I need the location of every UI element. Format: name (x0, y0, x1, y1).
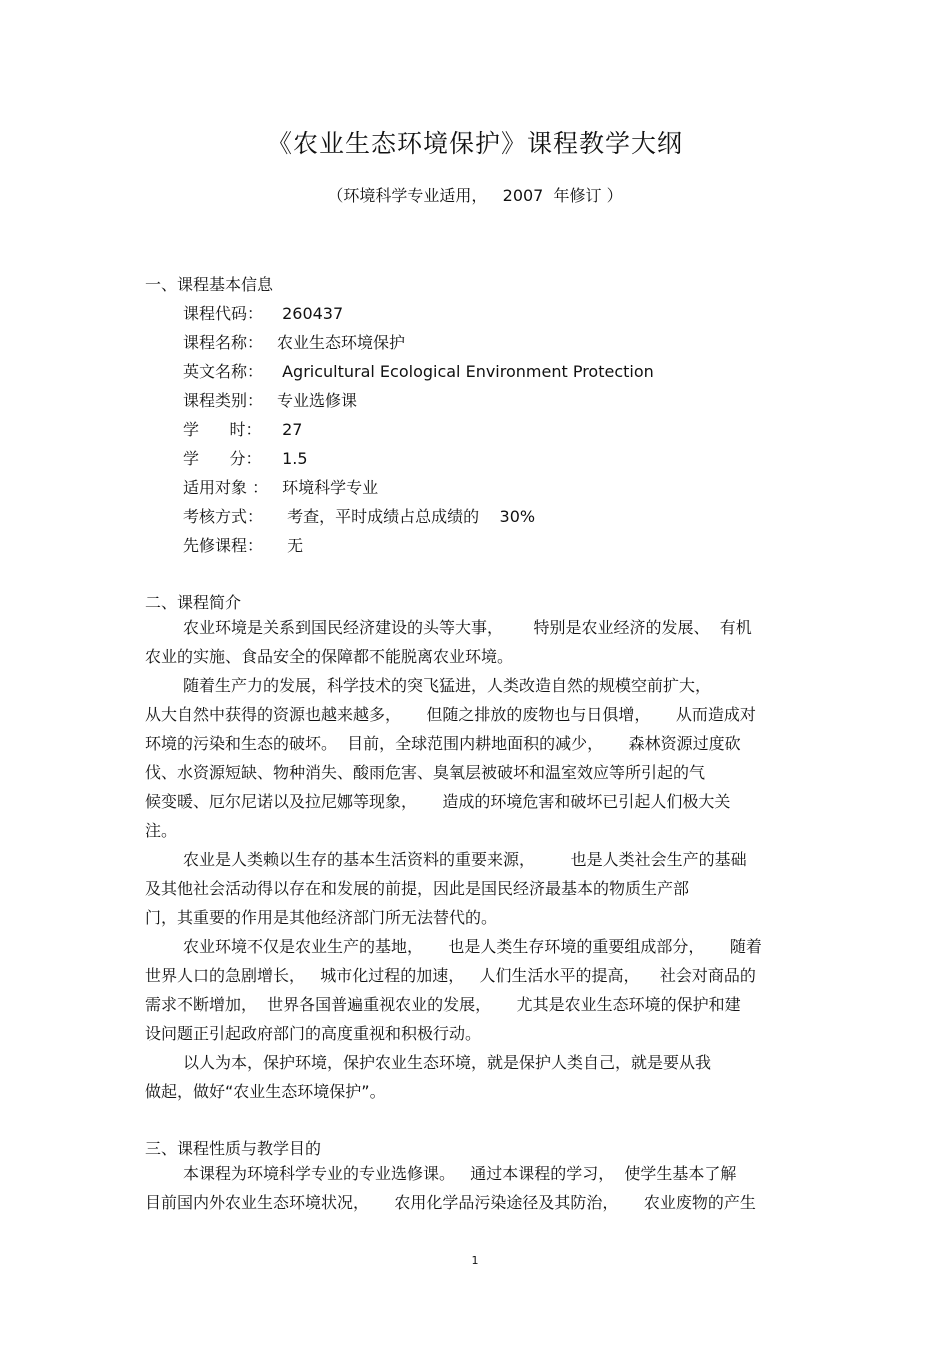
info-key: 学 时： (183, 420, 262, 439)
page-number: 1 (471, 1254, 479, 1267)
info-value: Agricultural Ecological Environment Protection (277, 362, 654, 381)
paragraph-line: 农业的实施、食品安全的保障都不能脱离农业环境。 (145, 647, 514, 666)
info-value: 考查，平时成绩占总成绩的 30% (277, 507, 536, 526)
paragraph-line: 候变暖、厄尔尼诺以及拉尼娜等现象， 造成的环境危害和破坏已引起人们极大关 (145, 792, 731, 811)
paragraph-line: 环境的污染和生态的破坏。 目前，全球范围内耕地面积的减少， 森林资源过度砍 (145, 734, 741, 753)
paragraph-line: 以人为本，保护环境，保护农业生态环境，就是保护人类自己，就是要从我 (183, 1053, 712, 1072)
section3-heading: 三、课程性质与教学目的 (145, 1139, 322, 1158)
document-subtitle: （环境科学专业适用， 2007 年修订 ） (327, 186, 623, 205)
paragraph-line: 伐、水资源短缺、物种消失、酸雨危害、臭氧层被破坏和温室效应等所引起的气 (145, 763, 706, 782)
section2-paragraph (145, 845, 805, 932)
document-title: 《农业生态环境保护》课程教学大纲 (266, 129, 683, 158)
paragraph-line: 农业是人类赖以生存的基本生活资料的重要来源， 也是人类社会生产的基础 (183, 850, 747, 869)
info-value: 无 (277, 536, 304, 555)
info-row-hours (183, 417, 302, 440)
info-row-assessment (183, 504, 535, 527)
paragraph-line: 本课程为环境科学专业的专业选修课。 通过本课程的学习， 使学生基本了解 (183, 1164, 737, 1183)
info-row-credits (183, 446, 308, 469)
info-key: 课程类别： (183, 391, 264, 410)
paragraph-line: 门，其重要的作用是其他经济部门所无法替代的。 (145, 908, 498, 927)
info-row-course-type (183, 388, 357, 411)
info-row-course-code (183, 301, 343, 324)
info-value: 27 (277, 420, 303, 439)
paragraph-line: 设问题正引起政府部门的高度重视和积极行动。 (145, 1024, 482, 1043)
section2-heading: 二、课程简介 (145, 593, 242, 612)
info-key: 先修课程： (183, 536, 264, 555)
section2-paragraph (145, 1048, 805, 1106)
info-value: 1.5 (277, 449, 308, 468)
info-row-audience (183, 475, 378, 498)
info-key: 课程代码： (183, 304, 264, 323)
info-value: 环境科学专业 (277, 478, 379, 497)
section3-paragraph (145, 1159, 805, 1217)
paragraph-line: 农业环境不仅是农业生产的基地， 也是人类生存环境的重要组成部分， 随着 (183, 937, 762, 956)
info-key: 学 分： (183, 449, 262, 468)
info-key: 适用对象 ： (183, 478, 269, 497)
paragraph-line: 世界人口的急剧增长， 城市化过程的加速， 人们生活水平的提高， 社会对商品的 (145, 966, 756, 985)
paragraph-line: 需求不断增加， 世界各国普遍重视农业的发展， 尤其是农业生态环境的保护和建 (145, 995, 741, 1014)
section1-heading: 一、课程基本信息 (145, 275, 274, 294)
info-value: 260437 (277, 304, 344, 323)
info-value: 农业生态环境保护 (277, 333, 406, 352)
paragraph-line: 从大自然中获得的资源也越来越多， 但随之排放的废物也与日俱增， 从而造成对 (145, 705, 756, 724)
info-row-english-name (183, 359, 654, 382)
section2-paragraph (145, 932, 805, 1048)
paragraph-line: 目前国内外农业生态环境状况， 农用化学品污染途径及其防治， 农业废物的产生 (145, 1193, 756, 1212)
section2-paragraph (145, 671, 805, 845)
paragraph-line: 农业环境是关系到国民经济建设的头等大事， 特别是农业经济的发展、 有机 (183, 618, 752, 637)
info-row-course-name (183, 330, 405, 353)
paragraph-line: 及其他社会活动得以存在和发展的前提，因此是国民经济最基本的物质生产部 (145, 879, 690, 898)
info-key: 英文名称： (183, 362, 264, 381)
info-value: 专业选修课 (277, 391, 358, 410)
info-key: 课程名称： (183, 333, 264, 352)
paragraph-line: 注。 (145, 821, 178, 840)
paragraph-line: 做起，做好“农业生态环境保护”。 (145, 1082, 386, 1101)
section2-paragraph (145, 613, 805, 671)
paragraph-line: 随着生产力的发展，科学技术的突飞猛进，人类改造自然的规模空前扩大， (183, 676, 712, 695)
info-row-prerequisites (183, 533, 303, 556)
info-key: 考核方式： (183, 507, 264, 526)
